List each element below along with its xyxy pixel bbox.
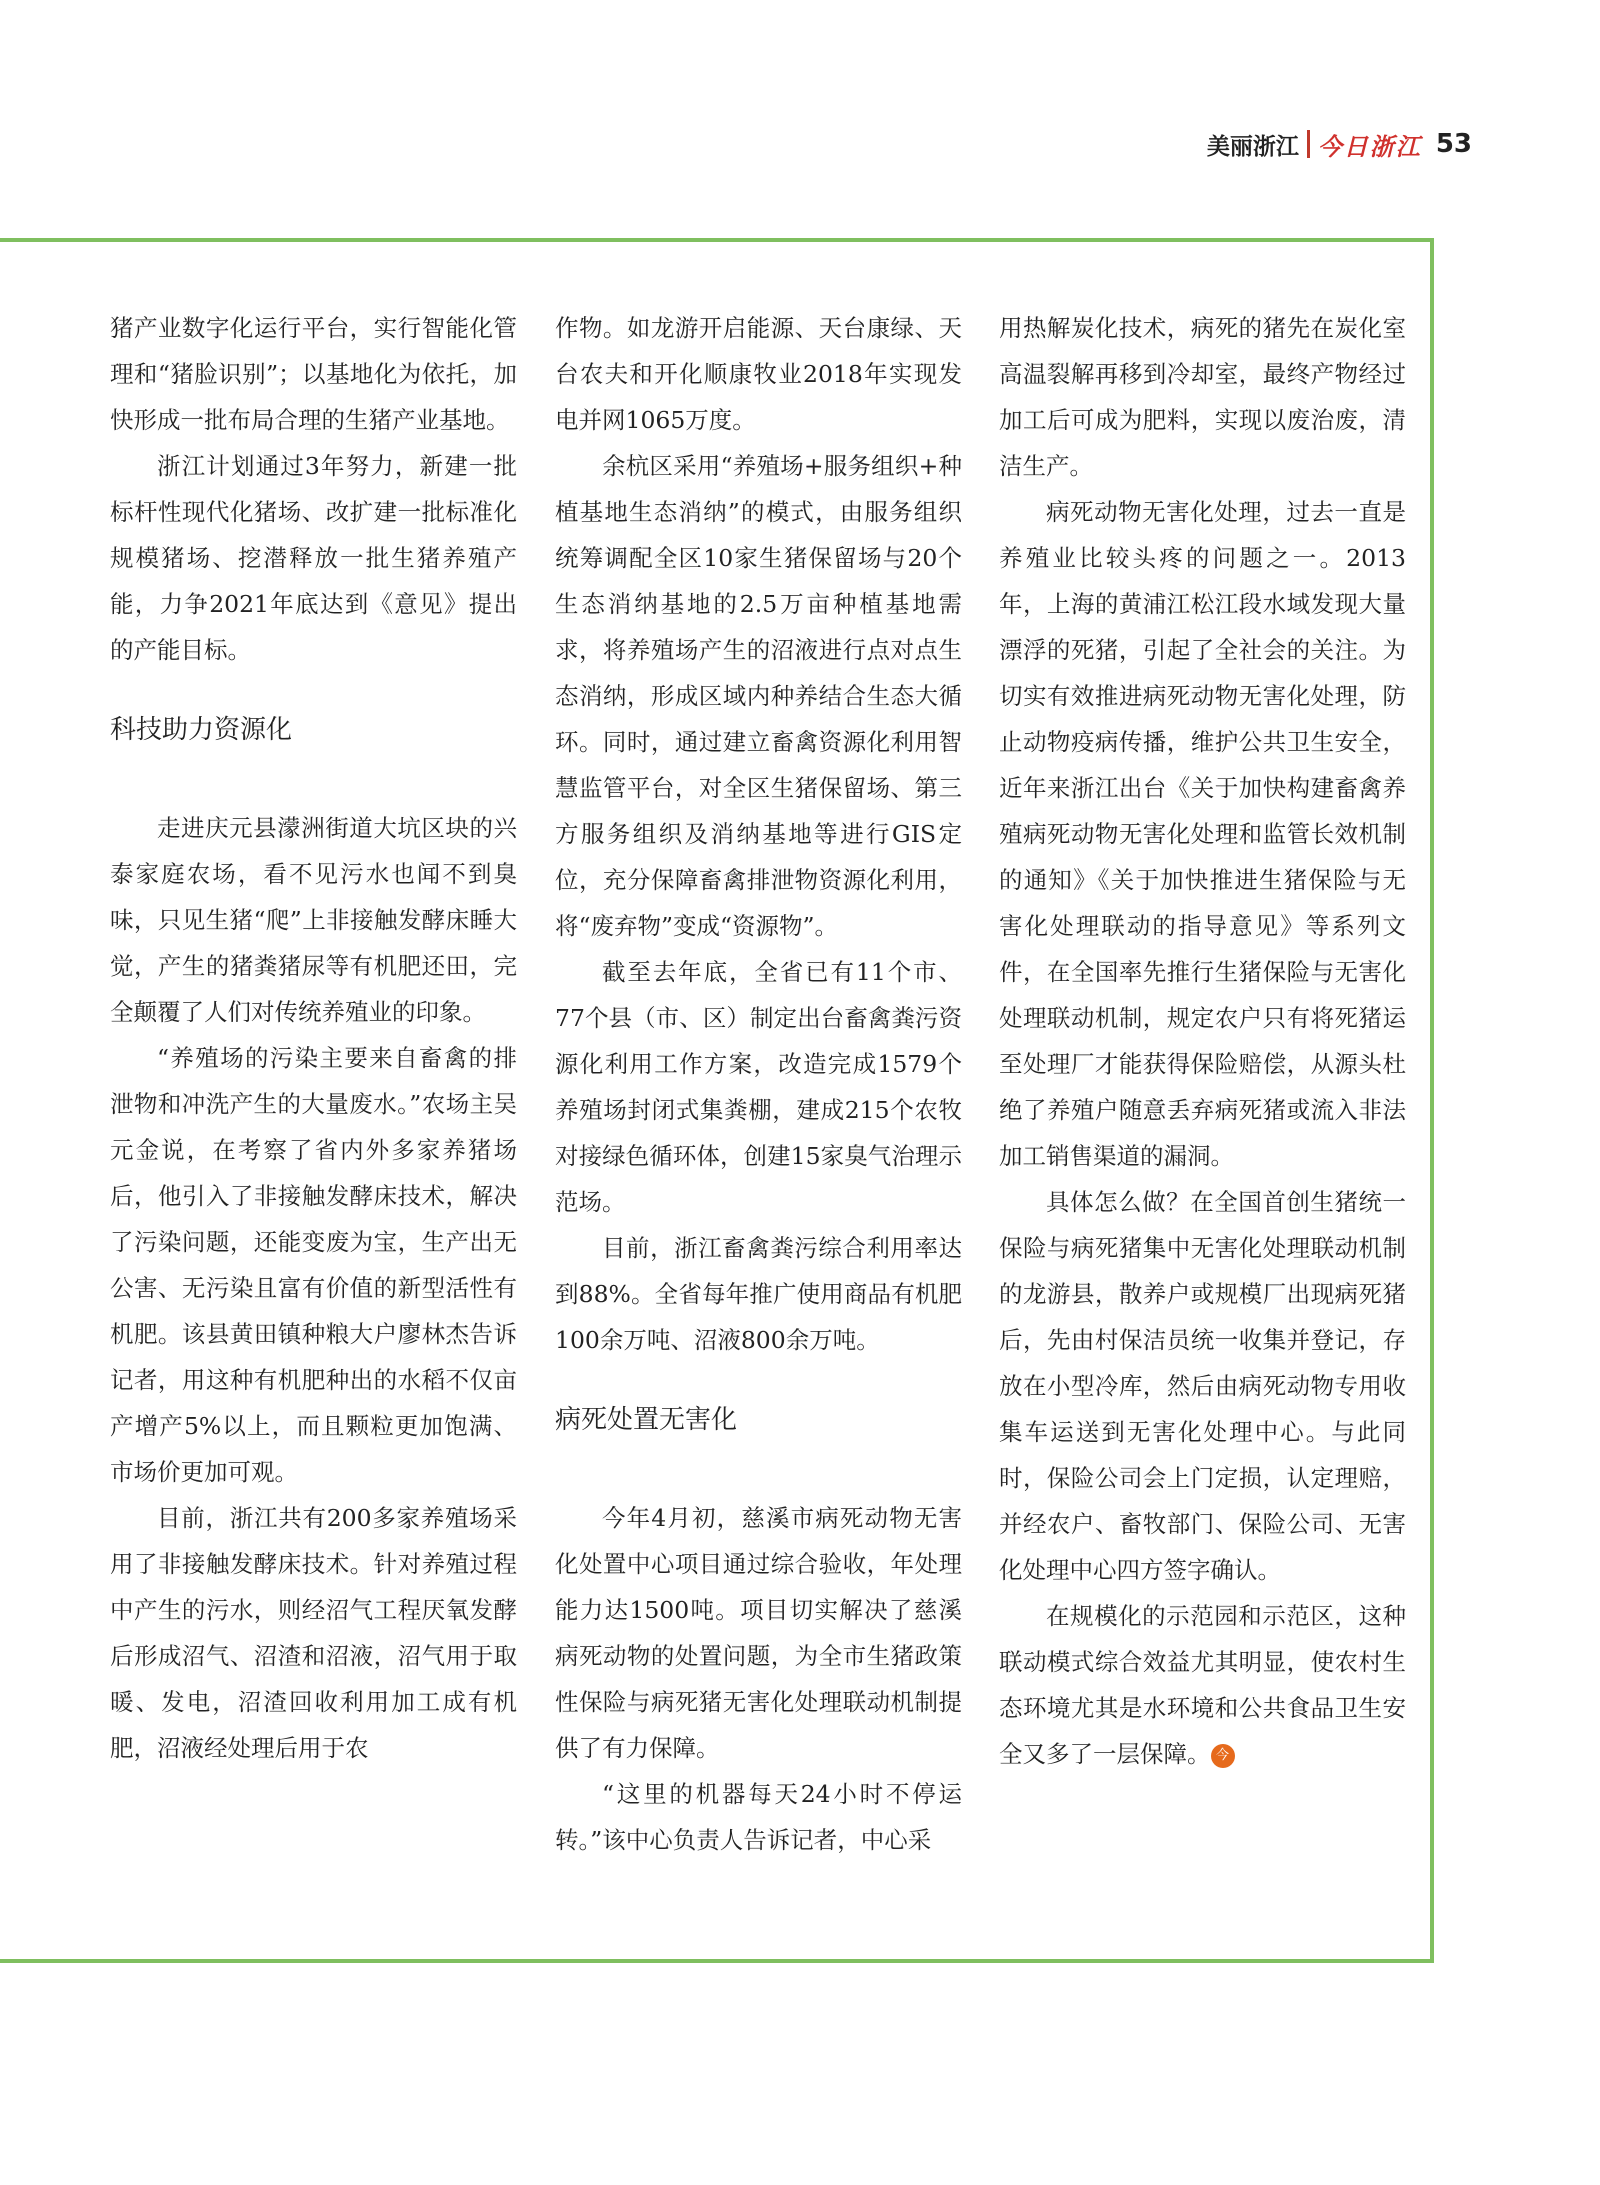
paragraph: “这里的机器每天24小时不停运转。”该中心负责人告诉记者，中心采: [555, 1780, 962, 1854]
paragraph: 今年4月初，慈溪市病死动物无害化处置中心项目通过综合验收，年处理能力达1500吨。项目切实解决了慈溪病死动物的处置问题，为全市生猪政策性保险与病死猪无害化处理联动机制提供了有力保障。: [555, 1504, 962, 1762]
end-mark-icon: 今: [1211, 1744, 1235, 1768]
paragraph: 目前，浙江共有200多家养殖场采用了非接触发酵床技术。针对养殖过程中产生的污水，则经沼气工程厌氧发酵后形成沼气、沼渣和沼液，沼气用于取暖、发电，沼渣回收利用加工成有机肥，沼液经处理后用于农: [110, 1504, 517, 1762]
section-heading: 科技助力资源化: [110, 715, 293, 745]
page-number: 53: [1435, 129, 1472, 159]
article-column-3: [999, 305, 1406, 1777]
section-name: 美丽浙江: [1206, 133, 1299, 160]
article-column-1: [110, 305, 517, 1771]
paragraph: 病死动物无害化处理，过去一直是养殖业比较头疼的问题之一。2013年，上海的黄浦江松江段水域发现大量漂浮的死猪，引起了全社会的关注。为切实有效推进病死动物无害化处理，防止动物疫病传播，维护公共卫生安全，近年来浙江出台《关于加快构建畜禽养殖病死动物无害化处理和监管长效机制的通知》《关于加快推进生猪保险与无害化处理联动的指导意见》等系列文件，在全国率先推行生猪保险与无害化处理联动机制，规定农户只有将死猪运至处理厂才能获得保险赔偿，从源头杜绝了养殖户随意丢弃病死猪或流入非法加工销售渠道的漏洞。: [999, 498, 1406, 1170]
paragraph: “养殖场的污染主要来自畜禽的排泄物和冲洗产生的大量废水。”农场主吴元金说，在考察了省内外多家养猪场后，他引入了非接触发酵床技术，解决了污染问题，还能变废为宝，生产出无公害、无污染且富有价值的新型活性有机肥。该县黄田镇种粮大户廖林杰告诉记者，用这种有机肥种出的水稻不仅亩产增产5%以上，而且颗粒更加饱满、市场价更加可观。: [110, 1044, 517, 1486]
section-heading: 病死处置无害化: [555, 1405, 738, 1435]
paragraph: 猪产业数字化运行平台，实行智能化管理和“猪脸识别”；以基地化为依托，加快形成一批布局合理的生猪产业基地。: [110, 314, 517, 434]
page-header: [1207, 124, 1472, 164]
paragraph: 目前，浙江畜禽粪污综合利用率达到88%。全省每年推广使用商品有机肥100余万吨、沼液800余万吨。: [555, 1234, 962, 1354]
paragraph: 浙江计划通过3年努力，新建一批标杆性现代化猪场、改扩建一批标准化规模猪场、挖潜释放一批生猪养殖产能，力争2021年底达到《意见》提出的产能目标。: [110, 452, 517, 664]
paragraph: 走进庆元县濛洲街道大坑区块的兴泰家庭农场，看不见污水也闻不到臭味，只见生猪“爬”上非接触发酵床睡大觉，产生的猪粪猪尿等有机肥还田，完全颠覆了人们对传统养殖业的印象。: [110, 814, 517, 1026]
paragraph: 用热解炭化技术，病死的猪先在炭化室高温裂解再移到冷却室，最终产物经过加工后可成为肥料，实现以废治废，清洁生产。: [999, 314, 1406, 480]
paragraph: [999, 1593, 1406, 1777]
magazine-logo: 今日浙江: [1317, 132, 1422, 161]
paragraph: 余杭区采用“养殖场+服务组织+种植基地生态消纳”的模式，由服务组织统筹调配全区10家生猪保留场与20个生态消纳基地的2.5万亩种植基地需求，将养殖场产生的沼液进行点对点生态消纳，形成区域内种养结合生态大循环。同时，通过建立畜禽资源化利用智慧监管平台，对全区生猪保留场、第三方服务组织及消纳基地等进行GIS定位，充分保障畜禽排泄物资源化利用，将“废弃物”变成“资源物”。: [555, 452, 962, 940]
article-column-2: [555, 305, 962, 1863]
paragraph: 截至去年底，全省已有11个市、77个县（市、区）制定出台畜禽粪污资源化利用工作方案，改造完成1579个养殖场封闭式集粪棚，建成215个农牧对接绿色循环体，创建15家臭气治理示范场。: [555, 958, 962, 1216]
header-separator: [1307, 130, 1310, 158]
paragraph: 具体怎么做？在全国首创生猪统一保险与病死猪集中无害化处理联动机制的龙游县，散养户或规模厂出现病死猪后，先由村保洁员统一收集并登记，存放在小型冷库，然后由病死动物专用收集车运送到无害化处理中心。与此同时，保险公司会上门定损，认定理赔，并经农户、畜牧部门、保险公司、无害化处理中心四方签字确认。: [999, 1188, 1406, 1584]
paragraph-text: 在规模化的示范园和示范区，这种联动模式综合效益尤其明显，使农村生态环境尤其是水环境和公共食品卫生安全又多了一层保障。: [999, 1602, 1406, 1768]
paragraph: 作物。如龙游开启能源、天台康绿、天台农夫和开化顺康牧业2018年实现发电并网1065万度。: [555, 314, 962, 434]
